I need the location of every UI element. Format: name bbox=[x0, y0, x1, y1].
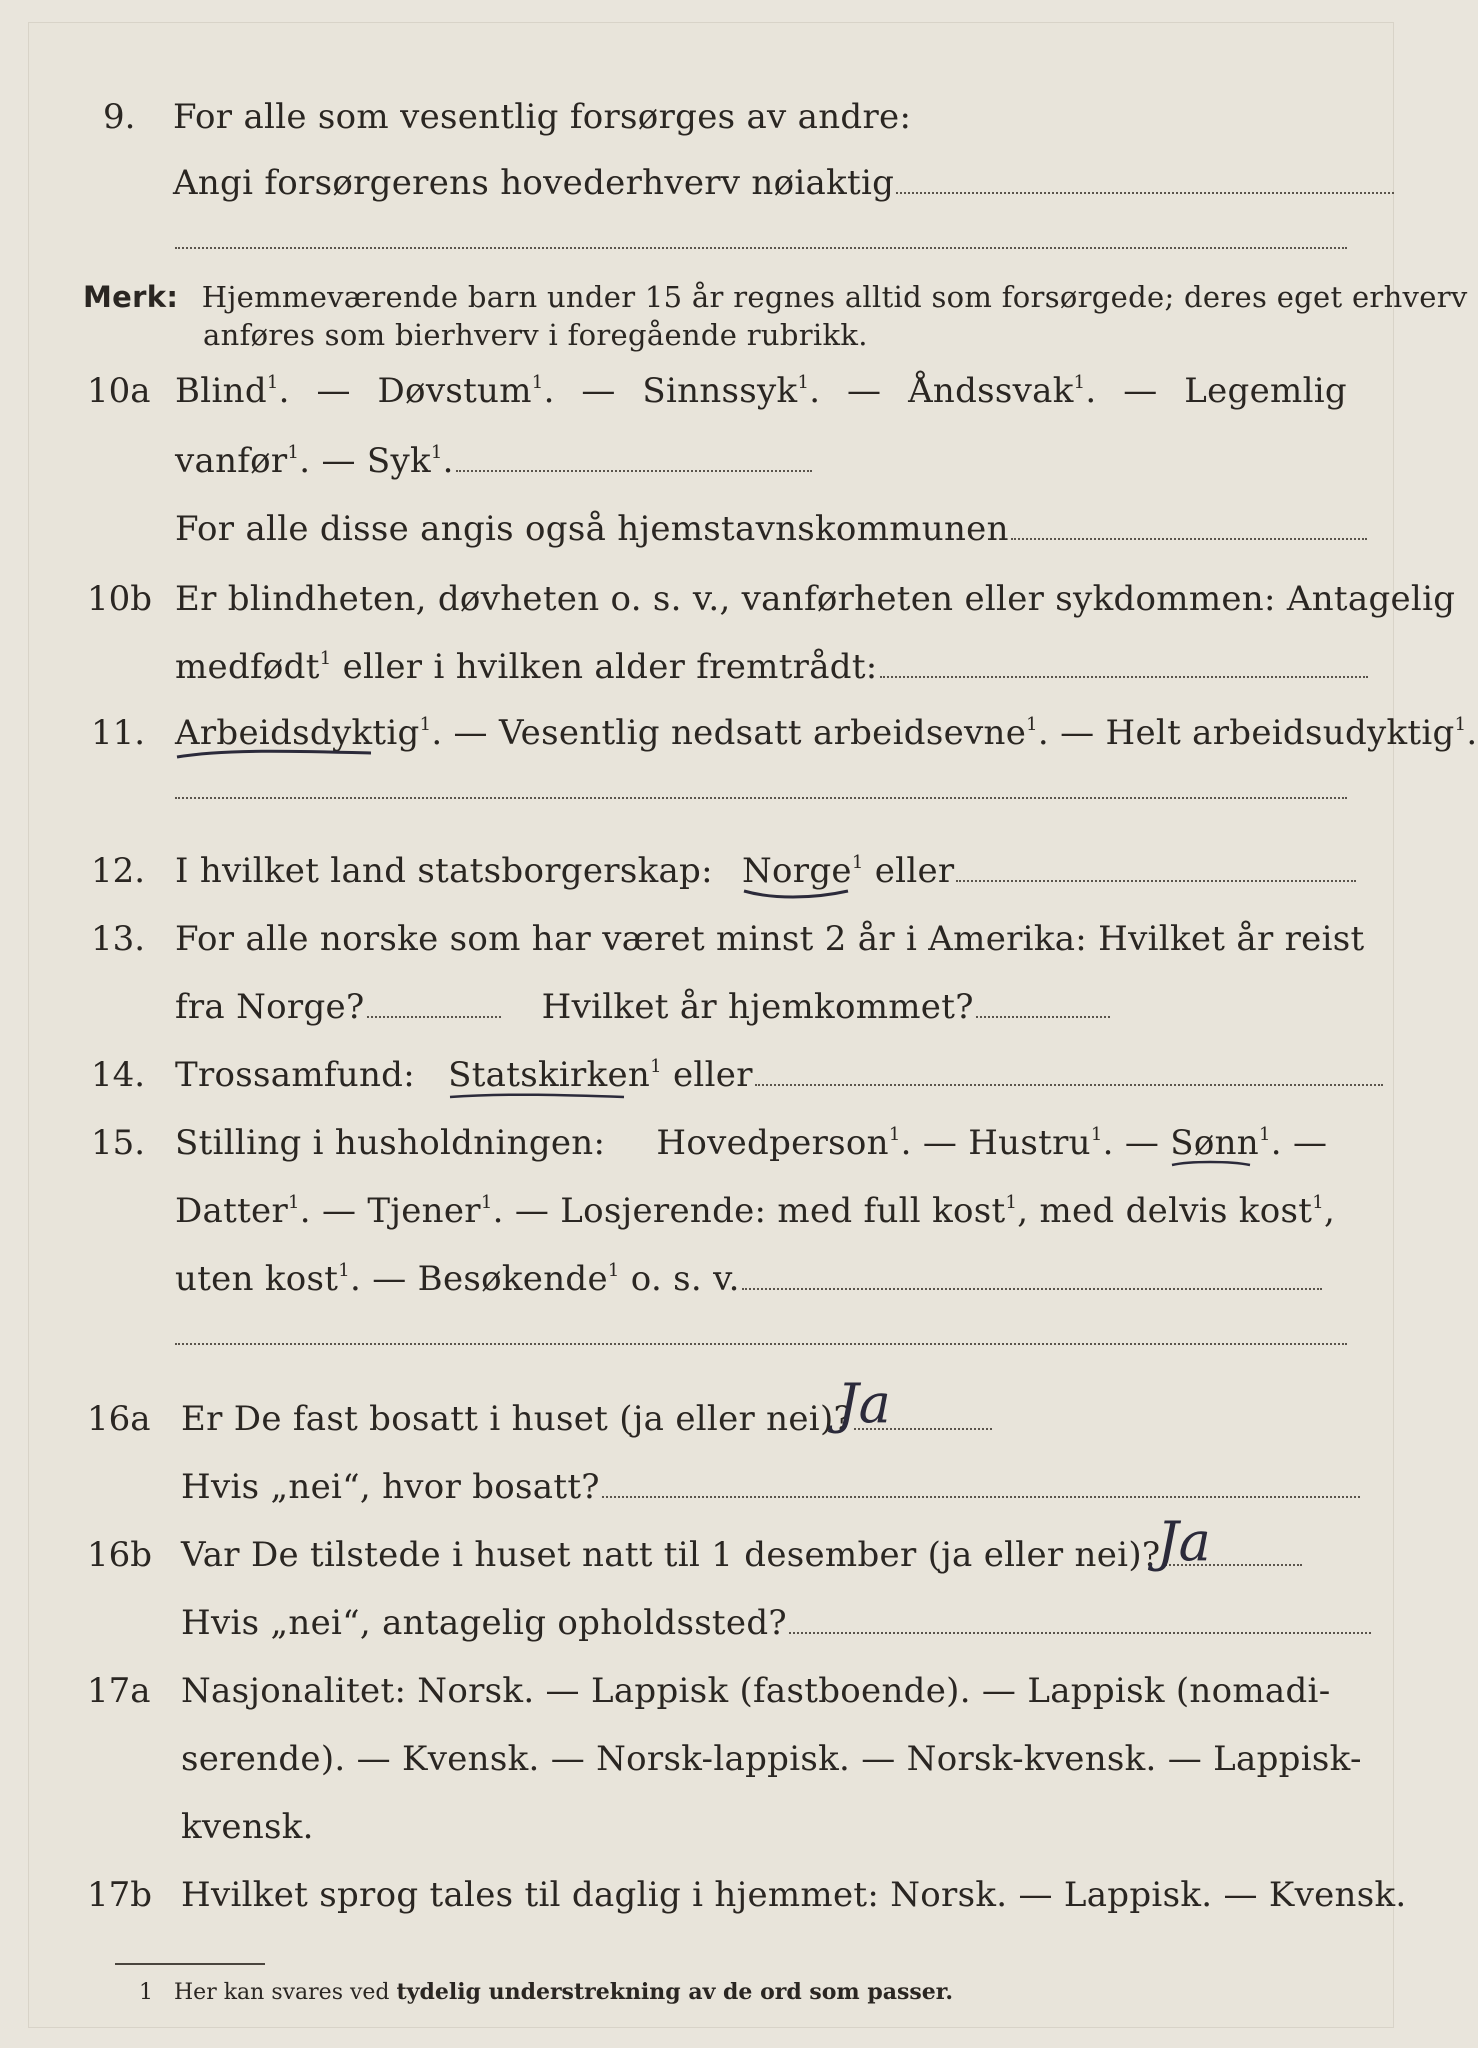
q15-number: 15. bbox=[91, 1123, 146, 1163]
q16a-line2: Hvis „nei“, hvor bosatt? bbox=[181, 1467, 1360, 1507]
q16a-bosatt-answer-line[interactable] bbox=[602, 1496, 1360, 1498]
q12-answer-line[interactable] bbox=[956, 880, 1356, 882]
q10a-dovstum: Døvstum bbox=[377, 371, 532, 411]
q13-line2: fra Norge? Hvilket år hjemkommet? bbox=[175, 987, 1110, 1027]
q16a-line1: Er De fast bosatt i huset (ja eller nei)? bbox=[181, 1399, 992, 1439]
q17a-line2: serende). — Kvensk. — Norsk-lappisk. — Norsk-kvensk. — Lappisk- bbox=[181, 1739, 1362, 1779]
q10a-legemlig: Legemlig bbox=[1184, 371, 1347, 411]
q14-number: 14. bbox=[91, 1055, 146, 1095]
q12-opt-norge-underlined[interactable]: Norge bbox=[742, 851, 852, 891]
q9-number: 9. bbox=[103, 97, 136, 137]
q15-line1: Stilling i husholdningen: Hovedperson$^1$. — Hustru$^1$. — Sønn $^1$. — bbox=[175, 1123, 1327, 1163]
q10a-line1: Blind$^1$. — Døvstum$^1$. — Sinnssyk$^1$. — Åndssvak$^1$. — Legemlig bbox=[175, 371, 1347, 411]
q10b-line2: medfødt$^1$ eller i hvilken alder fremtrådt: bbox=[175, 647, 1368, 687]
handwritten-underline-icon bbox=[1170, 1157, 1254, 1173]
q11-number: 11. bbox=[91, 713, 146, 753]
q10b-answer-line[interactable] bbox=[880, 676, 1368, 678]
q17a-number: 17a bbox=[87, 1671, 151, 1711]
q10a-number: 10a bbox=[87, 371, 151, 411]
q15-opt-sonn-underlined[interactable]: Sønn bbox=[1170, 1123, 1259, 1163]
q16b-handwritten-answer: Ja bbox=[1157, 1510, 1211, 1573]
q10b-line1: Er blindheten, døvheten o. s. v., vanførheten eller sykdommen: Antagelig bbox=[175, 579, 1456, 619]
q9-answer-line[interactable] bbox=[896, 192, 1394, 194]
merk-line2: anføres som bierhverv i foregående rubrikk. bbox=[203, 318, 868, 352]
q9-answer-line-2[interactable] bbox=[175, 247, 1347, 249]
q15-line2: Datter$^1$. — Tjener$^1$. — Losjerende: med full kost$^1$, med delvis kost$^1$, bbox=[175, 1191, 1336, 1231]
q14-opt-statskirken-underlined[interactable]: Statskirken bbox=[448, 1055, 650, 1095]
q17b-number: 17b bbox=[87, 1875, 153, 1915]
q11-opt-arbeidsdyktig-underlined[interactable]: Arbeidsdyktig bbox=[175, 713, 420, 753]
q16b-line1: Var De tilstede i huset natt til 1 desember (ja eller nei)? bbox=[181, 1535, 1302, 1575]
q10a-syk-answer-line[interactable] bbox=[456, 470, 812, 472]
q13-line1: For alle norske som har været minst 2 år i Amerika: Hvilket år reist bbox=[175, 919, 1365, 959]
q11-line: Arbeidsdyktig $^1$. — Vesentlig nedsatt arbeidsevne$^1$. — Helt arbeidsudyktig$^1$. bbox=[175, 713, 1478, 753]
q16b-number: 16b bbox=[87, 1535, 153, 1575]
q10a-blind: Blind bbox=[175, 371, 267, 411]
q15-answer-line-2[interactable] bbox=[175, 1343, 1347, 1345]
q11-opt-udyktig[interactable]: Helt arbeidsudyktig bbox=[1105, 713, 1455, 753]
q17a-line1: Nasjonalitet: Norsk. — Lappisk (fastboende). — Lappisk (nomadi- bbox=[181, 1671, 1331, 1711]
q10a-hjemstavn-answer-line[interactable] bbox=[1011, 538, 1367, 540]
q16a-number: 16a bbox=[87, 1399, 151, 1439]
q12-line: I hvilket land statsborgerskap: Norge $^1$ eller bbox=[175, 851, 1356, 891]
footnote-divider bbox=[115, 1963, 265, 1965]
census-form-page bbox=[28, 22, 1478, 2028]
q9-line2: Angi forsørgerens hovederhverv nøiaktig bbox=[173, 163, 1394, 203]
q10a-line2: vanfør$^1$. — Syk$^1$. bbox=[175, 441, 812, 481]
footnote: 1 Her kan svares ved tydelig understrekning av de ord som passer. bbox=[139, 1979, 954, 2005]
q11-answer-line[interactable] bbox=[175, 797, 1347, 799]
q13-number: 13. bbox=[91, 919, 146, 959]
q10a-andssvak: Åndssvak bbox=[908, 371, 1074, 411]
merk-label: Merk: bbox=[83, 280, 179, 314]
q14-line: Trossamfund: Statskirken $^1$ eller bbox=[175, 1055, 1383, 1095]
q17b-line1: Hvilket sprog tales til daglig i hjemmet: Norsk. — Lappisk. — Kvensk. bbox=[181, 1875, 1407, 1915]
q15-line3: uten kost$^1$. — Besøkende$^1$ o. s. v. bbox=[175, 1259, 1322, 1299]
q11-opt-nedsatt[interactable]: Vesentlig nedsatt arbeidsevne bbox=[498, 713, 1027, 753]
handwritten-underline-icon bbox=[742, 885, 852, 901]
q14-answer-line[interactable] bbox=[755, 1084, 1383, 1086]
q16a-handwritten-answer: Ja bbox=[837, 1372, 891, 1435]
merk-line1: Merk: Hjemmeværende barn under 15 år regnes alltid som forsørgede; deres eget erhverv bbox=[83, 280, 1468, 314]
q10a-sinnssyk: Sinnssyk bbox=[642, 371, 798, 411]
q16b-opholdssted-answer-line[interactable] bbox=[789, 1632, 1371, 1634]
handwritten-underline-icon bbox=[175, 747, 375, 763]
q15-answer-line[interactable] bbox=[742, 1288, 1322, 1290]
q9-line1: For alle som vesentlig forsørges av andre: bbox=[173, 97, 912, 137]
q13-reist-answer-line[interactable] bbox=[367, 1016, 501, 1018]
handwritten-underline-icon bbox=[448, 1089, 628, 1105]
q10a-line3: For alle disse angis også hjemstavnskommunen bbox=[175, 509, 1367, 549]
q10b-number: 10b bbox=[87, 579, 153, 619]
q13-hjemkommet-answer-line[interactable] bbox=[976, 1016, 1110, 1018]
q16b-line2: Hvis „nei“, antagelig opholdssted? bbox=[181, 1603, 1371, 1643]
q17a-line3: kvensk. bbox=[181, 1807, 314, 1847]
q12-number: 12. bbox=[91, 851, 146, 891]
